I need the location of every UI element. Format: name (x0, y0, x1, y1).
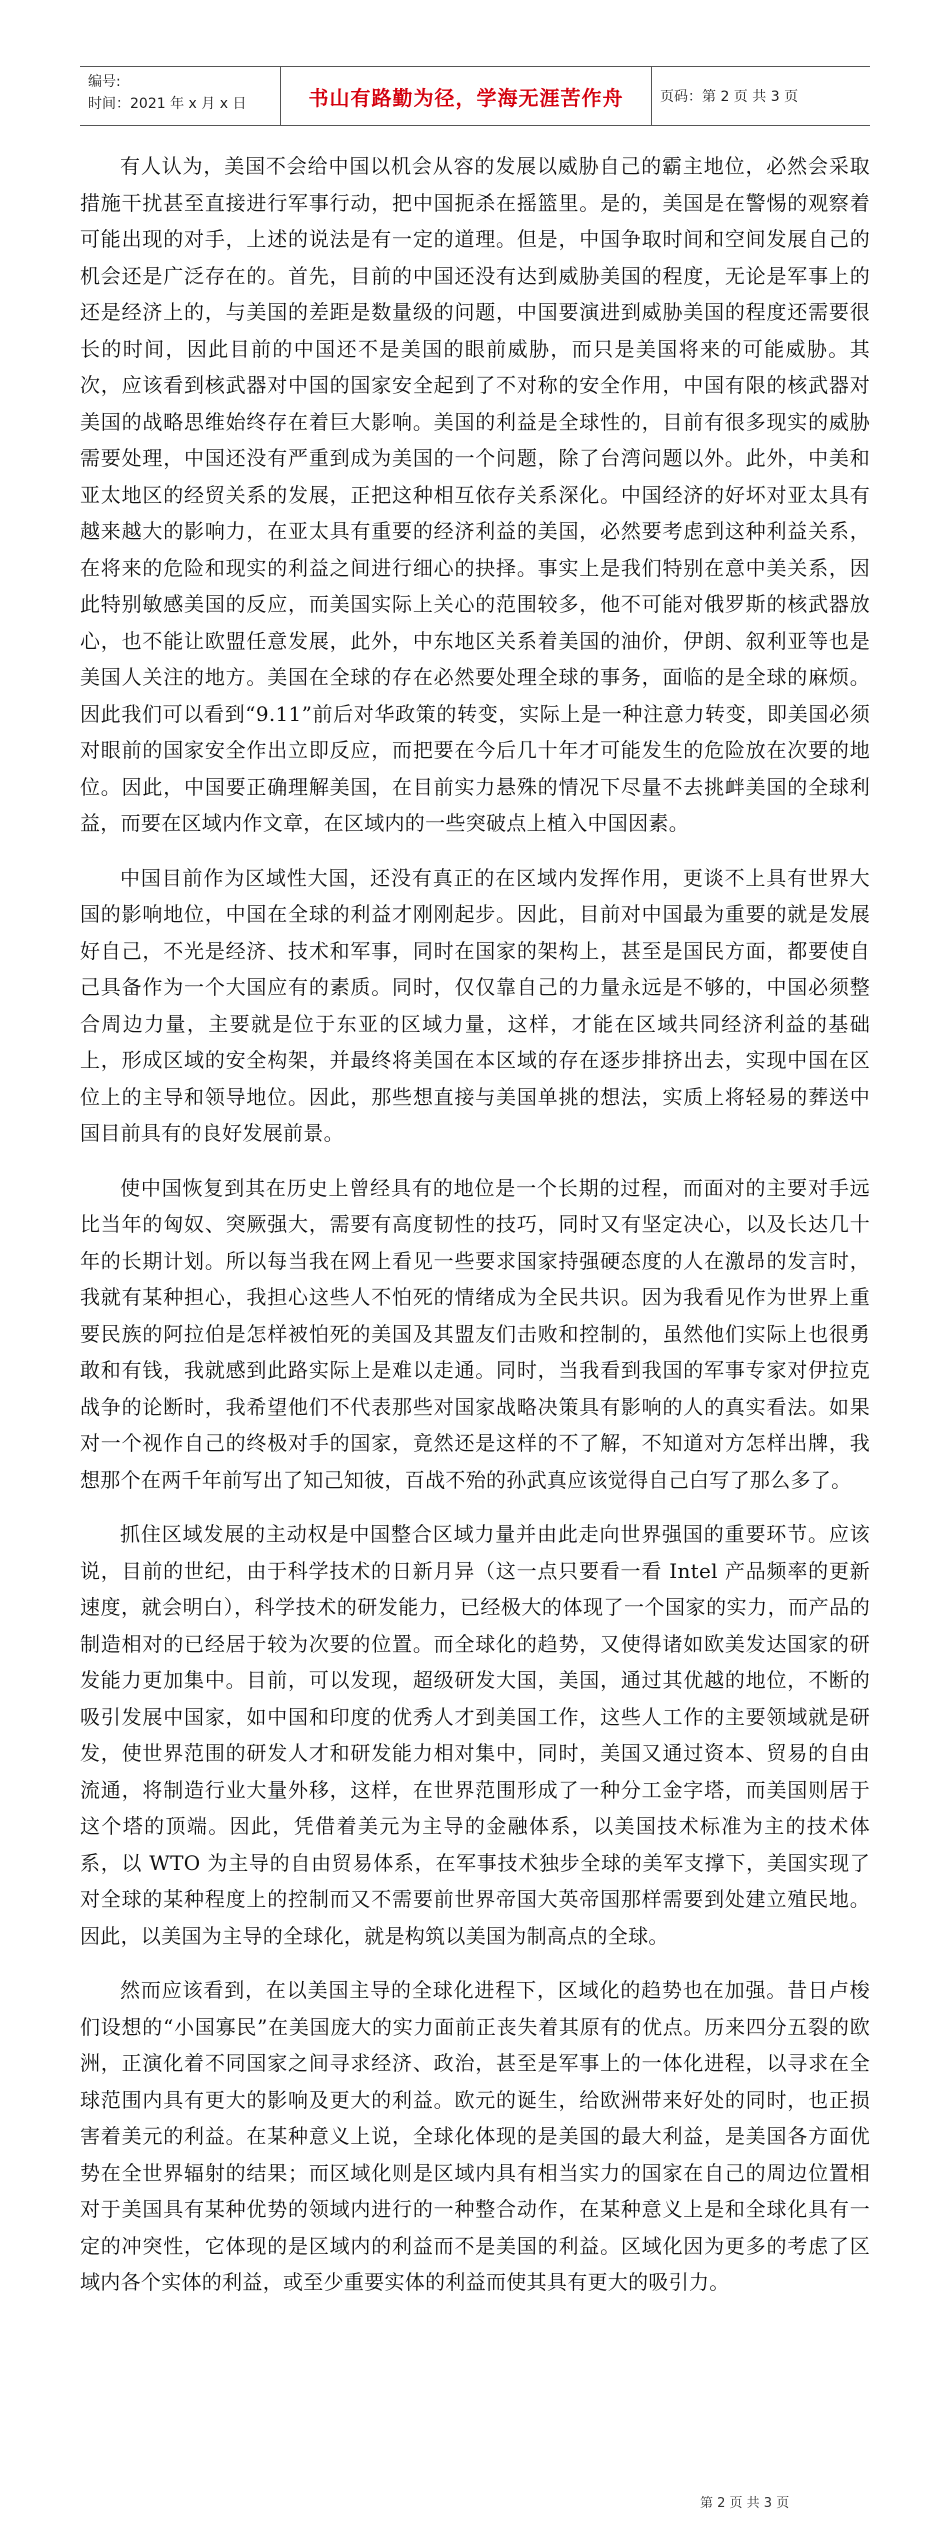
paragraph-4: 抓住区域发展的主动权是中国整合区域力量并由此走向世界强国的重要环节。应该说，目前的世纪，由于科学技术的日新月异（这一点只要看一看 Intel 产品频率的更新速度，就会明白），科学技术的研发能力，已经极大的体现了一个国家的实力，而产品的制造相对的已经居于较为次要的位置。而全球化的趋势，又使得诸如欧美发达国家的研发能力更加集中。目前，可以发现，超级研发大国，美国，通过其优越的地位，不断的吸引发展中国家，如中国和印度的优秀人才到美国工作，这些人工作的主要领域就是研发，使世界范围的研发人才和研发能力相对集中，同时，美国又通过资本、贸易的自由流通，将制造行业大量外移，这样，在世界范围形成了一种分工金字塔，而美国则居于这个塔的顶端。因此，凭借着美元为主导的金融体系，以美国技术标准为主的技术体系，以 WTO 为主导的自由贸易体系，在军事技术独步全球的美军支撑下，美国实现了对全球的某种程度上的控制而又不需要前世界帝国大英帝国那样需要到处建立殖民地。因此，以美国为主导的全球化，就是构筑以美国为制高点的全球。 (80, 1522, 870, 1948)
paragraph-1: 有人认为，美国不会给中国以机会从容的发展以威胁自己的霸主地位，必然会采取措施干扰甚至直接进行军事行动，把中国扼杀在摇篮里。是的，美国是在警惕的观察着可能出现的对手，上述的说法是有一定的道理。但是，中国争取时间和空间发展自己的机会还是广泛存在的。首先，目前的中国还没有达到威胁美国的程度，无论是军事上的还是经济上的，与美国的差距是数量级的问题，中国要演进到威胁美国的程度还需要很长的时间，因此目前的中国还不是美国的眼前威胁，而只是美国将来的可能威胁。其次，应该看到核武器对中国的国家安全起到了不对称的安全作用，中国有限的核武器对美国的战略思维始终存在着巨大影响。美国的利益是全球性的，目前有很多现实的威胁需要处理，中国还没有严重到成为美国的一个问题，除了台湾问题以外。此外，中美和亚太地区的经贸关系的发展，正把这种相互依存关系深化。中国经济的好坏对亚太具有越来越大的影响力，在亚太具有重要的经济利益的美国，必然要考虑到这种利益关系，在将来的危险和现实的利益之间进行细心的抉择。事实上是我们特别在意中美关系，因此特别敏感美国的反应，而美国实际上关心的范围较多，他不可能对俄罗斯的核武器放心，也不能让欧盟任意发展，此外，中东地区关系着美国的油价，伊朗、叙利亚等也是美国人关注的地方。美国在全球的存在必然要处理全球的事务，面临的是全球的麻烦。因此我们可以看到“9.11”前后对华政策的转变，实际上是一种注意力转变，即美国必须对眼前的国家安全作出立即反应，而把要在今后几十年才可能发生的危险放在次要的地位。因此，中国要正确理解美国，在目前实力悬殊的情况下尽量不去挑衅美国的全球利益，而要在区域内作文章，在区域内的一些突破点上植入中国因素。 (80, 154, 870, 835)
document-time-label: 时间：2021 年 x 月 x 日 (88, 96, 247, 112)
header-motto: 书山有路勤为径，学海无涯苦作舟 (280, 67, 652, 125)
paragraph-3: 使中国恢复到其在历史上曾经具有的地位是一个长期的过程，而面对的主要对手远比当年的匈奴、突厥强大，需要有高度韧性的技巧，同时又有坚定决心，以及长达几十年的长期计划。所以每当我在网上看见一些要求国家持强硬态度的人在激昂的发言时，我就有某种担心，我担心这些人不怕死的情绪成为全民共识。因为我看见作为世界上重要民族的阿拉伯是怎样被怕死的美国及其盟友们击败和控制的，虽然他们实际上也很勇敢和有钱，我就感到此路实际上是难以走通。同时，当我看到我国的军事专家对伊拉克战争的论断时，我希望他们不代表那些对国家战略决策具有影响的人的真实看法。如果对一个视作自己的终极对手的国家，竟然还是这样的不了解，不知道对方怎样出牌，我想那个在两千年前写出了知己知彼，百战不殆的孙武真应该觉得自己白写了那么多了。 (80, 1175, 870, 1492)
page-header (80, 66, 870, 126)
paragraph-2: 中国目前作为区域性大国，还没有真正的在区域内发挥作用，更谈不上具有世界大国的影响地位，中国在全球的利益才刚刚起步。因此，目前对中国最为重要的就是发展好自己，不光是经济、技术和军事，同时在国家的架构上，甚至是国民方面，都要使自己具备作为一个大国应有的素质。同时，仅仅靠自己的力量永远是不够的，中国必须整合周边力量，主要就是位于东亚的区域力量，这样，才能在区域共同经济利益的基础上，形成区域的安全构架，并最终将美国在本区域的存在逐步排挤出去，实现中国在区位上的主导和领导地位。因此，那些想直接与美国单挑的想法，实质上将轻易的葬送中国目前具有的良好发展前景。 (80, 865, 870, 1145)
document-body (80, 148, 870, 2319)
document-number-label: 编号: (88, 74, 121, 90)
header-meta (80, 67, 280, 125)
paragraph-5: 然而应该看到，在以美国主导的全球化进程下，区域化的趋势也在加强。昔日卢梭们设想的“小国寡民”在美国庞大的实力面前正丧失着其原有的优点。历来四分五裂的欧洲，正演化着不同国家之间寻求经济、政治，甚至是军事上的一体化进程，以寻求在全球范围内具有更大的影响及更大的利益。欧元的诞生，给欧洲带来好处的同时，也正损害着美元的利益。在某种意义上说，全球化体现的是美国的最大利益，是美国各方面优势在全世界辐射的结果；而区域化则是区域内具有相当实力的国家在自己的周边位置相对于美国具有某种优势的领域内进行的一种整合动作，在某种意义上是和全球化具有一定的冲突性，它体现的是区域内的利益而不是美国的利益。区域化因为更多的考虑了区域内各个实体的利益，或至少重要实体的利益而使其具有更大的吸引力。 (80, 1978, 870, 2294)
page-footer: 第 2 页 共 3 页 (700, 2496, 790, 2511)
header-page-number: 页码：第 2 页 共 3 页 (660, 89, 799, 105)
